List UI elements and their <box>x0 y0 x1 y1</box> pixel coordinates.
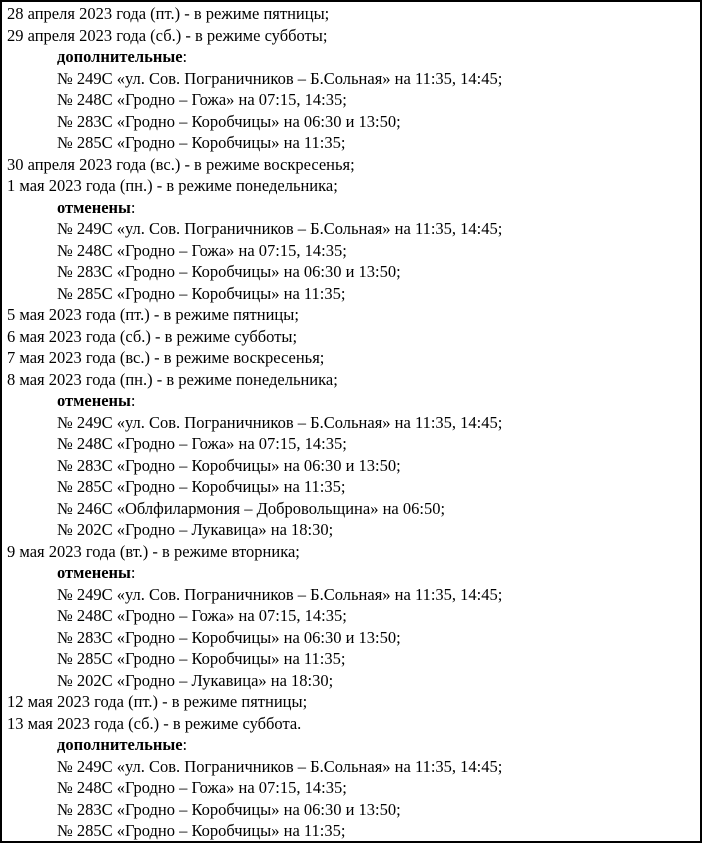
route-line: № 283С «Гродно – Коробчицы» на 06:30 и 13:50; <box>57 799 401 819</box>
route-line: № 283С «Гродно – Коробчицы» на 06:30 и 13:50; <box>57 111 401 131</box>
route-line: № 248С «Гродно – Гожа» на 07:15, 14:35; <box>57 90 347 109</box>
section-label <box>7 197 696 219</box>
route-line: № 285С «Гродно – Коробчицы» на 11:35; <box>57 133 346 152</box>
date-line: 6 мая 2023 года (сб.) - в режиме субботы; <box>7 326 298 346</box>
route-line: № 248С «Гродно – Гожа» на 07:15, 14:35; <box>57 240 347 260</box>
route-line: № 248С «Гродно – Гожа» на 07:15, 14:35; <box>57 778 347 797</box>
section-label-word: дополнительные <box>57 47 183 66</box>
section-label-suffix: : <box>182 47 188 66</box>
date-line: 12 мая 2023 года (пт.) - в режиме пятницы; <box>7 692 308 711</box>
route-line: № 249С «ул. Сов. Пограничников – Б.Сольная» на 11:35, 14:45; <box>57 219 503 238</box>
route-line: № 249С «ул. Сов. Пограничников – Б.Сольная» на 11:35, 14:45; <box>57 756 503 776</box>
route-line: № 249С «ул. Сов. Пограничников – Б.Сольная» на 11:35, 14:45; <box>57 412 503 432</box>
route-line: № 283С «Гродно – Коробчицы» на 06:30 и 13:50; <box>57 262 401 281</box>
section-label-suffix: : <box>182 735 188 754</box>
route-line: № 285С «Гродно – Коробчицы» на 11:35; <box>57 821 346 840</box>
route-line: № 283С «Гродно – Коробчицы» на 06:30 и 13:50; <box>57 627 401 647</box>
date-line: 7 мая 2023 года (вс.) - в режиме воскресенья; <box>7 348 325 367</box>
section-label <box>7 390 696 412</box>
section-label <box>7 734 696 756</box>
section-label-word: дополнительные <box>57 735 183 754</box>
date-line: 8 мая 2023 года (пн.) - в режиме понедельника; <box>7 369 338 389</box>
section-label-suffix: : <box>130 563 136 582</box>
section-label-word: отменены <box>57 391 131 410</box>
section-label-word: отменены <box>57 563 131 582</box>
route-line: № 285С «Гродно – Коробчицы» на 11:35; <box>57 477 346 496</box>
date-line: 1 мая 2023 года (пн.) - в режиме понедельника; <box>7 176 338 195</box>
date-line: 30 апреля 2023 года (вс.) - в режиме воскресенья; <box>7 154 355 174</box>
route-line: № 249С «ул. Сов. Пограничников – Б.Сольная» на 11:35, 14:45; <box>57 584 503 604</box>
date-line: 13 мая 2023 года (сб.) - в режиме суббота. <box>7 713 302 733</box>
route-line: № 285С «Гродно – Коробчицы» на 11:35; <box>57 649 346 668</box>
route-line: № 283С «Гродно – Коробчицы» на 06:30 и 13:50; <box>57 455 401 475</box>
section-label-suffix: : <box>130 391 136 410</box>
date-line: 29 апреля 2023 года (сб.) - в режиме субботы; <box>7 25 328 45</box>
document-body <box>7 3 696 842</box>
route-line: № 248С «Гродно – Гожа» на 07:15, 14:35; <box>57 606 347 625</box>
date-line: 9 мая 2023 года (вт.) - в режиме вторника; <box>7 541 300 561</box>
route-line: № 248С «Гродно – Гожа» на 07:15, 14:35; <box>57 434 347 453</box>
section-label <box>7 562 696 584</box>
route-line: № 202С «Гродно – Лукавица» на 18:30; <box>57 520 334 539</box>
route-line: № 246С «Облфилармония – Добровольщина» на 06:50; <box>57 498 446 518</box>
section-label <box>7 46 696 68</box>
route-line: № 249С «ул. Сов. Пограничников – Б.Сольная» на 11:35, 14:45; <box>57 68 503 88</box>
section-label-word: отменены <box>57 197 131 217</box>
date-line: 5 мая 2023 года (пт.) - в режиме пятницы; <box>7 305 299 324</box>
route-line: № 202С «Гродно – Лукавица» на 18:30; <box>57 670 334 690</box>
route-line: № 285С «Гродно – Коробчицы» на 11:35; <box>57 283 346 303</box>
date-line: 28 апреля 2023 года (пт.) - в режиме пятницы; <box>7 4 330 23</box>
section-label-suffix: : <box>130 197 136 217</box>
